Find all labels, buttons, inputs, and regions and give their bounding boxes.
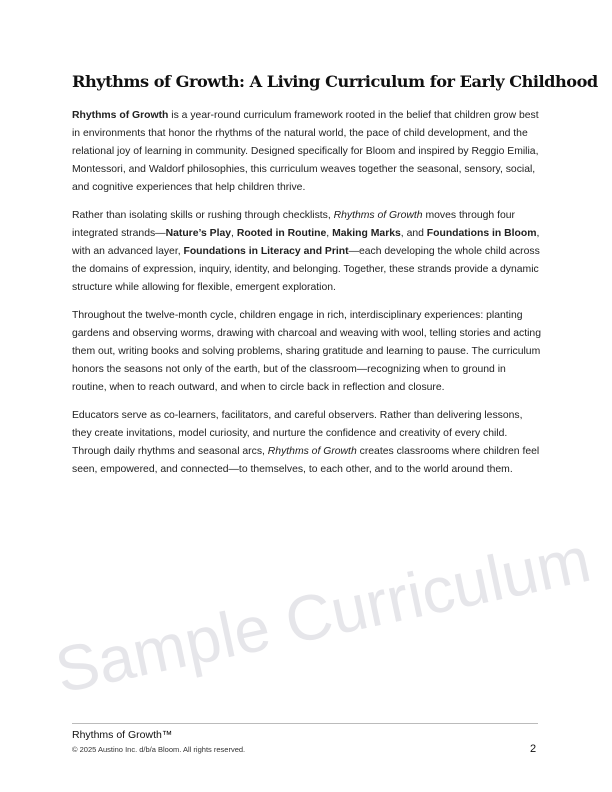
footer-divider	[72, 723, 538, 724]
bold-text: Rhythms of Growth	[72, 110, 169, 121]
paragraph-educators	[72, 407, 542, 479]
bold-text: Rooted in Routine	[236, 228, 327, 239]
text: , and	[400, 228, 427, 239]
italic-text: Rhythms of Growth	[333, 210, 423, 221]
bold-text: Foundations in Literacy and Print	[183, 246, 349, 257]
text: ,	[326, 228, 333, 239]
text: creates classrooms where children feel seen, empowered, and connected—to themselves, to each other, and to the world around them.	[72, 446, 540, 475]
text: Educators serve as co-learners, facilitators, and careful observers. Rather than delivering lessons, they create invitations, model curiosity, and nurture the confidence and creativity of every child. Through daily rhythms and seasonal arcs,	[72, 410, 523, 457]
bold-text: Foundations in Bloom	[426, 228, 537, 239]
text: is a year-round curriculum framework rooted in the belief that children grow best in environments that honor the rhythms of the natural world, the pace of child development, and the relational joy of learning in community. Designed specifically for Bloom and inspired by Reggio Emilia, Montessori, and Waldorf philosophies, this curriculum weaves together the seasonal, sensory, social, and cognitive experiences that help children thrive.	[72, 110, 539, 193]
document-body	[72, 107, 542, 489]
paragraph-strands	[72, 207, 542, 297]
page-title: Rhythms of Growth: A Living Curriculum for Early Childhood	[72, 72, 598, 91]
paragraph-cycle: Throughout the twelve-month cycle, children engage in rich, interdisciplinary experiences: planting gardens and observing worms, drawing with charcoal and weaving with wool, telling stories and acting them out, writing books and solving problems, sharing gratitude and learning to pause. The curriculum honors the seasons not only of the earth, but of the classroom—recognizing when to ground in routine, when to reach outward, and when to circle back in reflection and closure.	[72, 310, 541, 393]
text: ,	[231, 228, 237, 239]
text: —each developing the whole child across the domains of expression, inquiry, identity, and belonging. Together, these strands provide a dynamic structure while allowing for flexible, emergent exploration.	[72, 246, 540, 293]
watermark: Sample Curriculum	[49, 522, 597, 707]
bold-text: Nature’s Play	[165, 228, 232, 239]
italic-text: Rhythms of Growth	[267, 446, 357, 457]
footer-copyright: © 2025 Austino Inc. d/b/a Bloom. All rights reserved.	[72, 745, 246, 754]
text: Rather than isolating skills or rushing through checklists,	[72, 210, 334, 221]
text: moves through four integrated strands—	[72, 210, 515, 239]
page-number: 2	[530, 743, 537, 755]
footer-title: Rhythms of Growth™	[72, 729, 173, 741]
paragraph-intro	[72, 107, 542, 197]
bold-text: Making Marks	[332, 228, 401, 239]
text: , with an advanced layer,	[72, 228, 540, 257]
